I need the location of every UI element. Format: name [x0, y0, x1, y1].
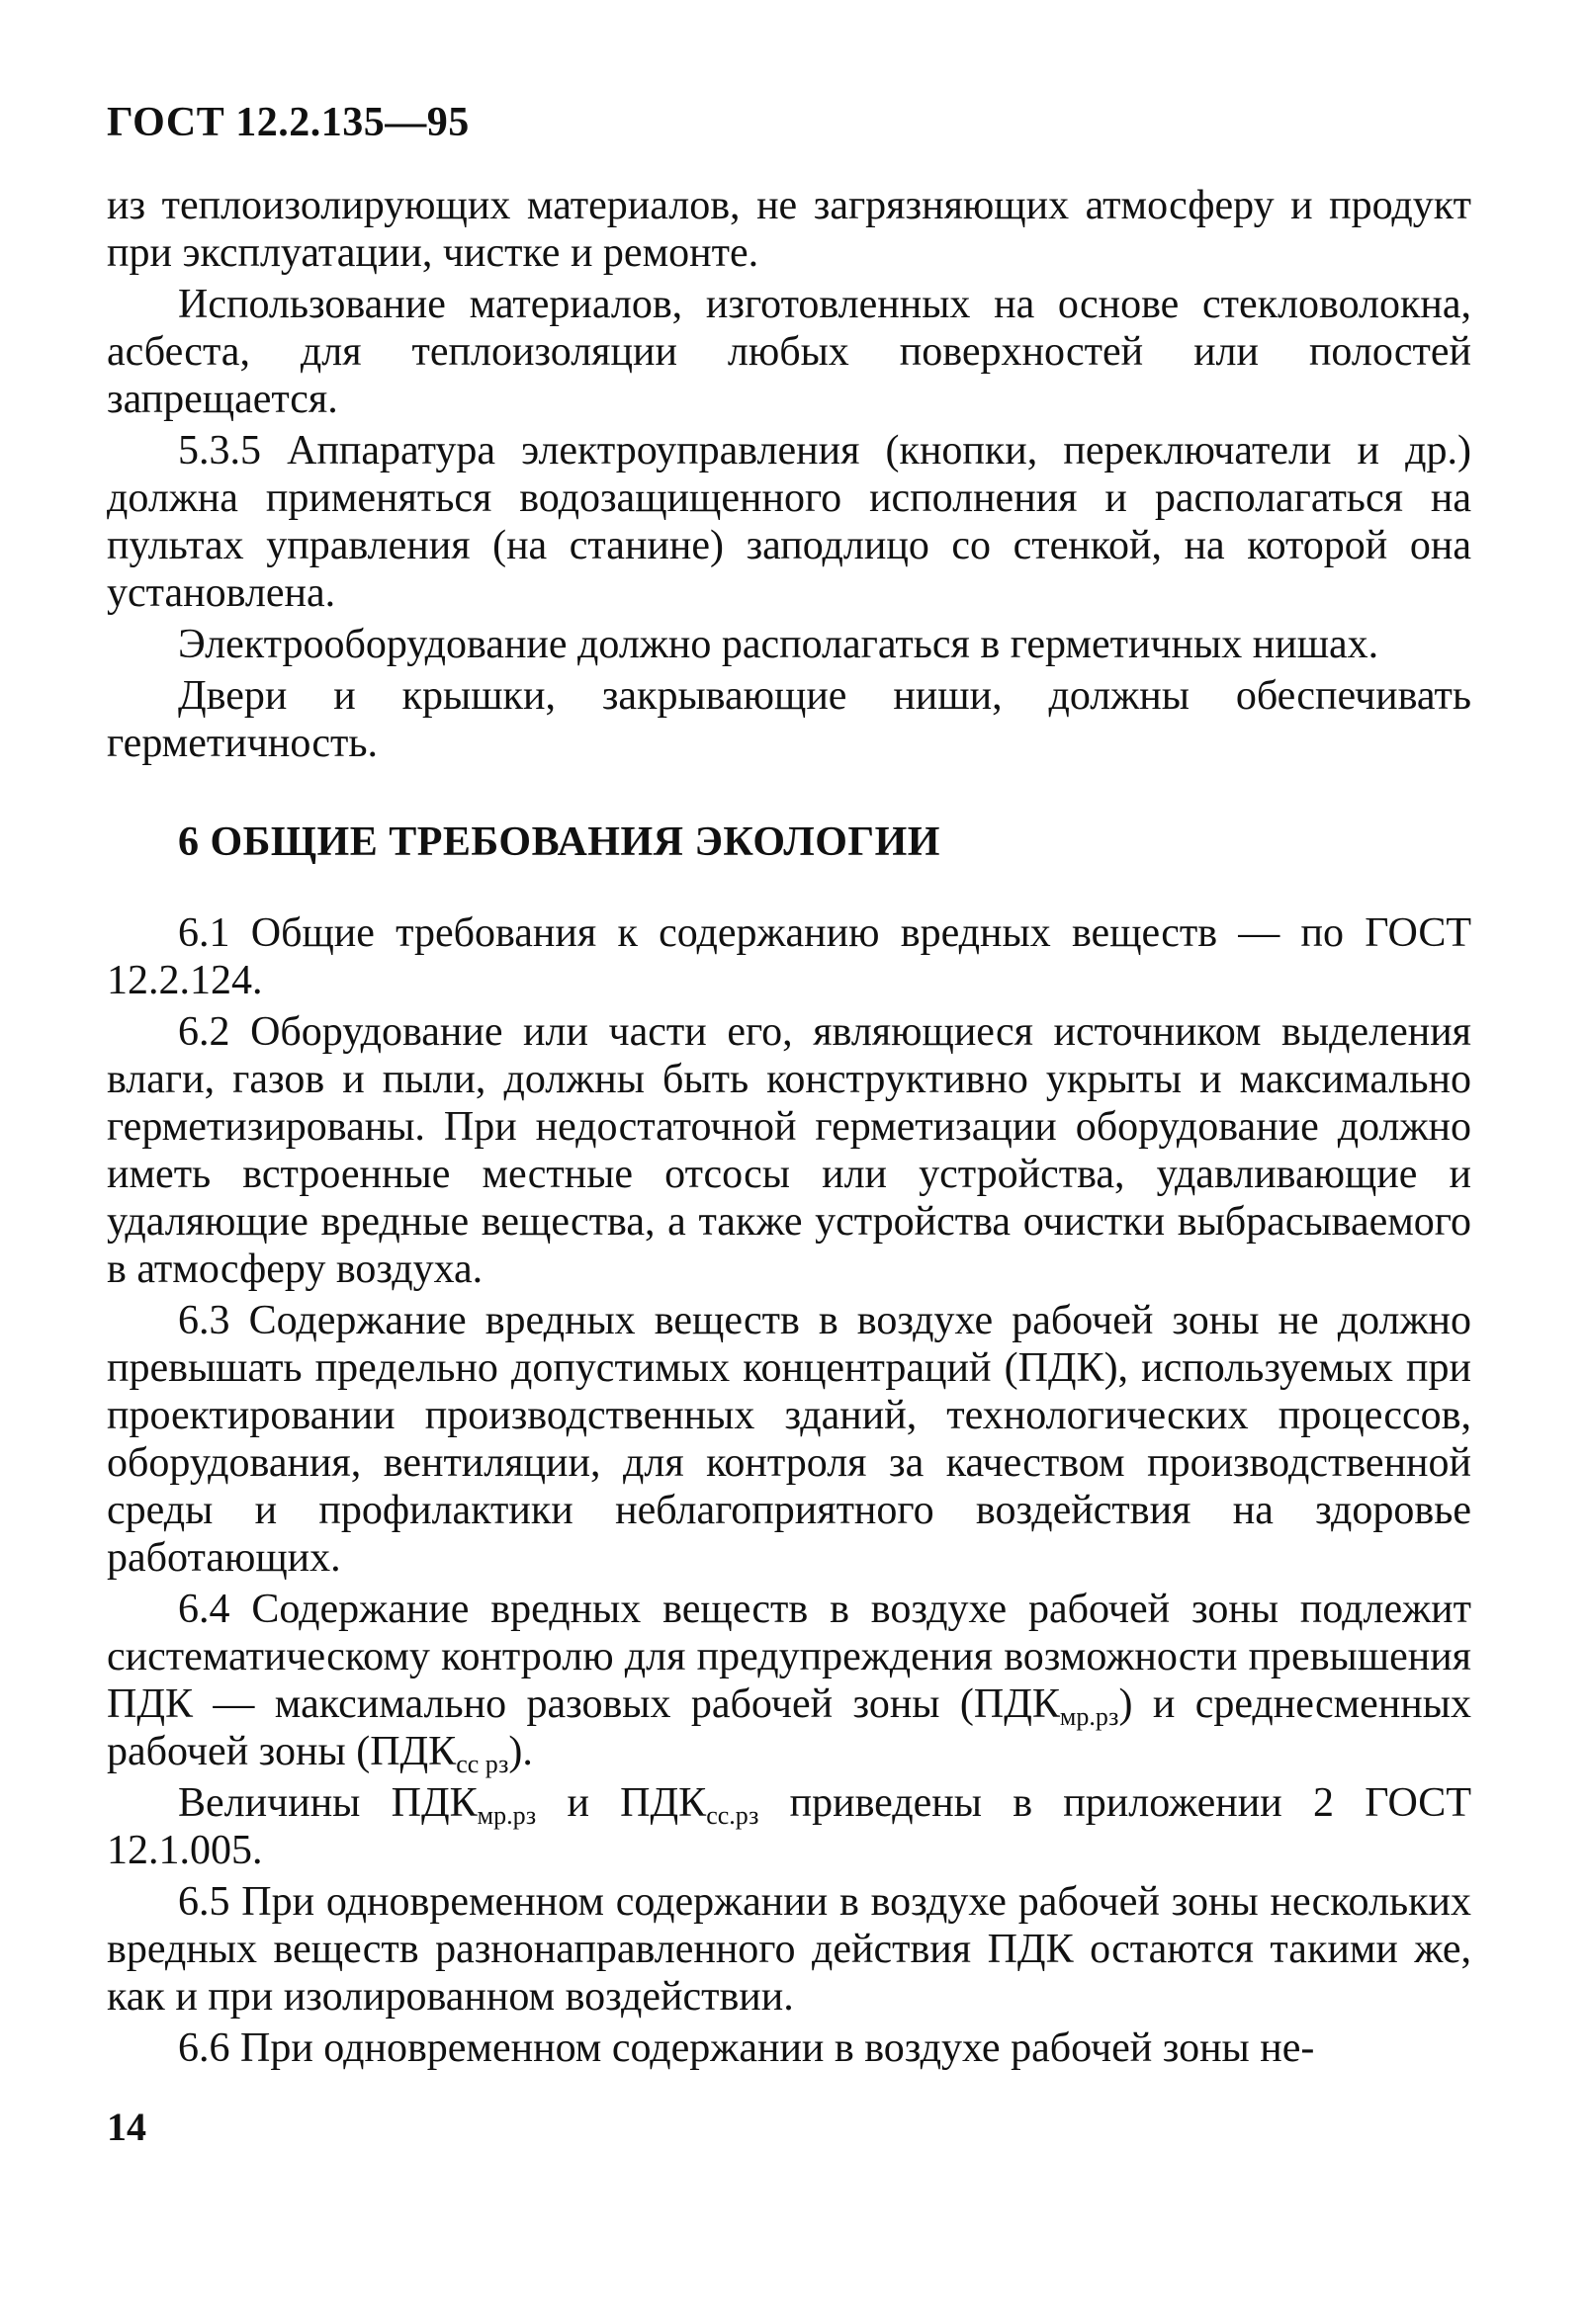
text-segment: 6.4 Содержание вредных веществ в воздухе рабочей зоны подлежит систематическому контролю для предупреждения возможности превышения ПДК — максимально разовых рабочей зоны (ПДК [107, 1587, 1471, 1727]
paragraph: 6.3 Содержание вредных веществ в воздухе рабочей зоны не должно превышать предельно допустимых концентраций (ПДК), используемых при проектировании производственных зданий, технологических процессов, оборудования, вентиляции, для контроля за качеством производственной среды и профилактики неблагоприятного воздействия на здоровье работающих. [107, 1298, 1471, 1581]
paragraph: 6.1 Общие требования к содержанию вредных веществ — по ГОСТ 12.2.124. [107, 910, 1471, 1003]
document-body [107, 182, 1471, 2072]
paragraph: 6.6 При одновременном содержании в воздухе рабочей зоны не- [178, 2025, 1315, 2071]
paragraph: Электрооборудование должно располагаться в герметичных нишах. [178, 622, 1379, 667]
text-segment: ) и среднесменных рабочей зоны (ПДК [107, 1681, 1471, 1774]
subscript: мр.рз [1059, 1702, 1119, 1731]
document-page [107, 99, 1471, 2072]
paragraph-6-4 [107, 1586, 1471, 1778]
paragraph: 5.3.5 Аппаратура электроуправления (кнопки, переключатели и др.) должна применяться водозащищенного исполнения и располагаться на пультах управления (на станине) заподлицо со стенкой, на которой она установлена. [107, 428, 1471, 616]
paragraph: 6.2 Оборудование или части его, являющиеся источником выделения влаги, газов и пыли, должны быть конструктивно укрыты и максимально герметизированы. При недостаточной герметизации оборудование должно иметь встроенные местные отсосы или устройства, удавливающие и удаляющие вредные вещества, а также устройства очистки выбрасываемого в атмосферу воздуха. [107, 1009, 1471, 1292]
text-segment: ). [508, 1729, 533, 1774]
section-heading: 6 ОБЩИЕ ТРЕБОВАНИЯ ЭКОЛОГИИ [178, 819, 940, 865]
subscript: мр.рз [477, 1801, 537, 1830]
subscript: сс рз [456, 1750, 509, 1778]
paragraph-values [107, 1779, 1471, 1874]
text-segment: и ПДК [536, 1780, 707, 1826]
text-segment: Величины ПДК [178, 1780, 478, 1826]
paragraph: Использование материалов, изготовленных на основе стекловолокна, асбеста, для теплоизоляции любых поверхностей или полостей запрещается. [107, 282, 1471, 422]
document-header: ГОСТ 12.2.135—95 [107, 100, 470, 145]
paragraph: из теплоизолирующих материалов, не загрязняющих атмосферу и продукт при эксплуатации, чистке и ремонте. [107, 183, 1471, 276]
page-number: 14 [107, 2105, 146, 2149]
paragraph: 6.5 При одновременном содержании в воздухе рабочей зоны нескольких вредных веществ разнонаправленного действия ПДК остаются такими же, как и при изолированном воздействии. [107, 1879, 1471, 2020]
paragraph: Двери и крышки, закрывающие ниши, должны обеспечивать герметичность. [107, 673, 1471, 766]
text-segment: приведены в приложении 2 ГОСТ 12.1.005. [107, 1780, 1471, 1873]
subscript: сс.рз [706, 1801, 759, 1830]
